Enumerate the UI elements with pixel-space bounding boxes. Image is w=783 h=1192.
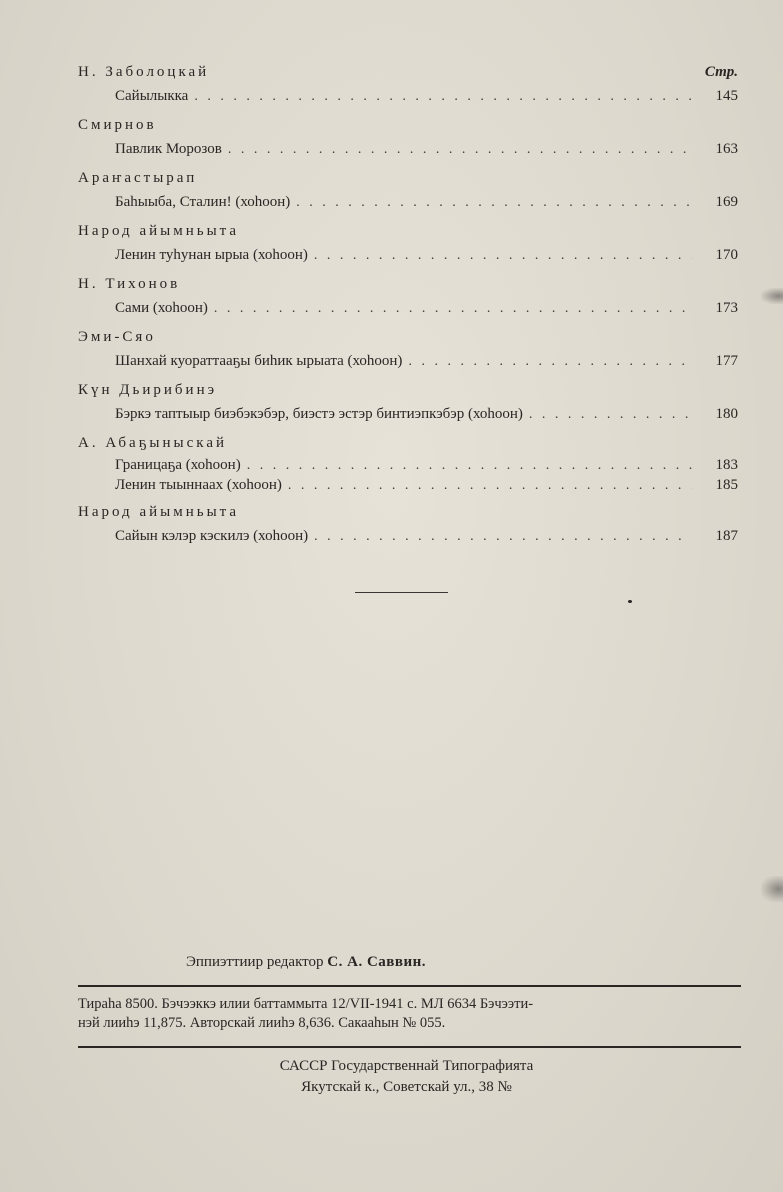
printer-name: САССР Государственнай Типографията <box>279 1058 534 1074</box>
toc-author-name: А. Абаҕыныскай <box>78 435 228 451</box>
toc-entry-page: 163 <box>715 141 738 157</box>
ink-speck <box>628 600 632 603</box>
dot-leader <box>314 244 692 268</box>
imprint-line: Тираһа 8500. Бэчээккэ илии баттаммыта 12/VII-1941 с. МЛ 6634 Бэчээти- <box>78 996 534 1012</box>
toc-entry-title: Ленин тыыннаах (хоһоон) <box>115 477 282 493</box>
paper-edge-mark <box>761 288 783 304</box>
toc-entry <box>78 349 738 373</box>
dot-leader <box>228 138 692 162</box>
toc-author-name: Смирнов <box>78 117 157 133</box>
toc-entry-page: 145 <box>715 88 738 104</box>
editor-label: Эппиэттиир редактор <box>186 954 324 970</box>
dot-leader <box>214 297 692 321</box>
printer-info <box>0 1056 783 1098</box>
toc-entry-page: 180 <box>715 406 738 422</box>
toc-author-name: Араҥастырап <box>78 170 198 186</box>
dot-leader <box>408 350 692 374</box>
toc-author-name: Н. Заболоцкай <box>78 64 210 80</box>
toc-author <box>78 166 738 190</box>
editor-name: С. А. Саввин. <box>327 954 427 970</box>
toc-entry <box>78 475 738 495</box>
toc-entry-page: 170 <box>715 247 738 263</box>
imprint-bottom-rule <box>78 1046 741 1048</box>
imprint-block <box>78 995 741 1033</box>
toc-entry <box>78 402 738 426</box>
imprint-top-rule <box>78 985 741 987</box>
toc-entry-title: Сайын кэлэр кэскилэ (хоһоон) <box>115 528 309 544</box>
toc-entry-title: Сами (хоһоон) <box>115 300 208 316</box>
imprint-line: нэй лииһэ 11,875. Авторскай лииһэ 8,636. Сакааһын № 055. <box>78 1015 446 1031</box>
toc-entry-title: Границаҕа (хоһоон) <box>115 457 241 473</box>
toc-author <box>78 431 738 455</box>
toc-author <box>78 378 738 402</box>
toc-entry-title: Бэркэ таптыыр биэбэкэбэр, биэстэ эстэр бинтиэпкэбэр (хоһоон) <box>115 406 523 422</box>
toc-entry-page: 185 <box>715 477 738 493</box>
dot-leader <box>296 191 692 215</box>
toc-entry-page: 169 <box>715 194 738 210</box>
toc-entry <box>78 243 738 267</box>
dot-leader <box>529 403 692 427</box>
toc-entry-title: Баһыыба, Сталин! (хоһоон) <box>115 194 291 210</box>
toc-entry <box>78 455 738 475</box>
toc-entry <box>78 190 738 214</box>
toc-entry-page: 183 <box>715 457 738 473</box>
dot-leader <box>247 456 692 476</box>
toc-author-name: Народ айымньыта <box>78 504 240 520</box>
toc-author-name: Н. Тихонов <box>78 276 181 292</box>
toc-author <box>78 113 738 137</box>
toc-entry-title: Сайылыкка <box>115 88 189 104</box>
toc-entry-title: Павлик Морозов <box>115 141 222 157</box>
section-divider <box>355 592 448 593</box>
toc-author <box>78 219 738 243</box>
toc-entry-title: Ленин туһунан ырыа (хоһоон) <box>115 247 308 263</box>
toc-entry <box>78 296 738 320</box>
printer-address: Якутскай к., Советскай ул., 38 № <box>301 1079 512 1095</box>
toc-author-name: Народ айымньыта <box>78 223 240 239</box>
toc-author <box>78 60 738 84</box>
paper-edge-mark <box>761 876 783 902</box>
toc-entry-title: Шанхай куораттааҕы биһик ырыата (хоһоон) <box>115 353 403 369</box>
toc-entry-page: 177 <box>715 353 738 369</box>
page-column-heading: Стр. <box>704 64 738 80</box>
dot-leader <box>314 525 692 549</box>
toc-author <box>78 272 738 296</box>
toc-entry <box>78 84 738 108</box>
toc-author <box>78 325 738 349</box>
toc-entry-page: 173 <box>715 300 738 316</box>
toc-author-name: Күн Дьирибинэ <box>78 382 218 398</box>
toc-entry <box>78 524 738 548</box>
toc-author-name: Эми-Сяо <box>78 329 156 345</box>
dot-leader <box>288 476 692 496</box>
toc-entry <box>78 137 738 161</box>
toc-entry-page: 187 <box>715 528 738 544</box>
toc-author <box>78 500 738 524</box>
table-of-contents <box>78 60 738 548</box>
dot-leader <box>194 85 692 109</box>
editor-credit <box>186 954 426 971</box>
